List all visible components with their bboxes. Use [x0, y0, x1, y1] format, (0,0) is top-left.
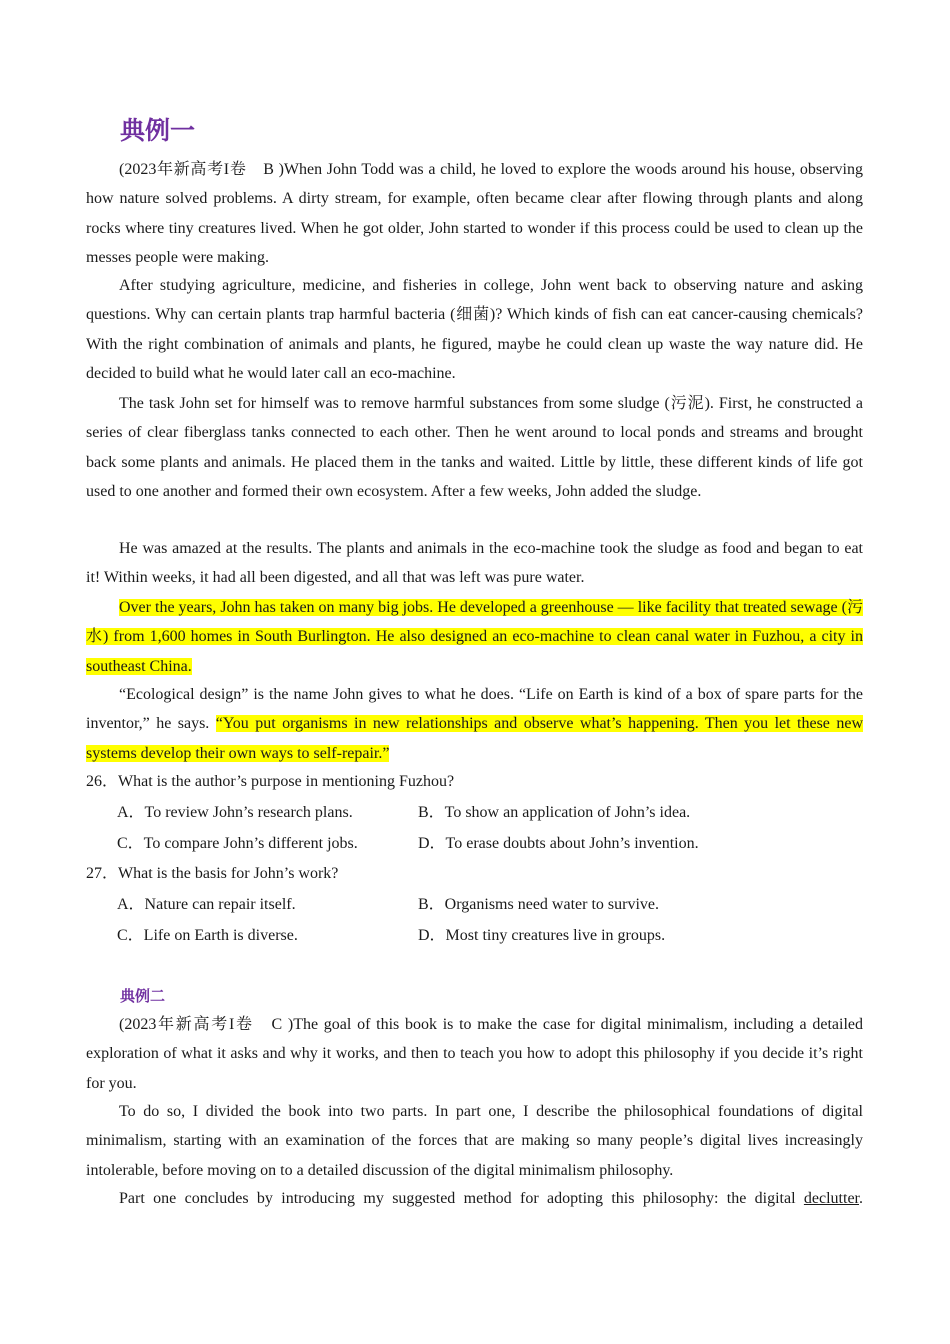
passage-paragraph-5: [86, 593, 863, 681]
paragraph-end: .: [859, 1190, 863, 1207]
example-two-heading: 典例二: [120, 987, 166, 1005]
passage-paragraph-2: After studying agriculture, medicine, and fisheries in college, John went back to observing nature and asking questions. Why can certain plants trap harmful bacteria (细菌)? Which kinds of fish can eat cancer-causing chemicals? With the right combination of animals and plants, he figured, maybe he could clean up waste the way nature did. He decided to build what he would later call an eco-machine.: [86, 277, 863, 382]
question-26-option-a: A．To review John’s research plans.: [117, 804, 353, 821]
passage-paragraph-1: (2023年新高考I卷 B )When John Todd was a child, he loved to explore the woods around his house, observing how nature solved problems. A dirty stream, for example, often became clear after flowing through plants and along rocks where tiny creatures lived. When he got older, John started to wonder if this process could be used to clean up the messes people were making.: [86, 161, 863, 266]
question-27-option-d: D．Most tiny creatures live in groups.: [418, 927, 666, 944]
question-27-option-b: B．Organisms need water to survive.: [418, 896, 659, 913]
question-26-stem: 26．What is the author’s purpose in mentioning Fuzhou?: [86, 773, 455, 790]
example-one-heading: 典例一: [120, 116, 196, 145]
question-26-option-b: B．To show an application of John’s idea.: [418, 804, 691, 821]
paragraph-text: Part one concludes by introducing my suggested method for adopting this philosophy: the digital: [119, 1190, 804, 1207]
passage2-paragraph-3: [86, 1184, 863, 1213]
passage-paragraph-3: The task John set for himself was to remove harmful substances from some sludge (污泥). First, he constructed a series of clear fiberglass tanks connected to each other. Then he went around to local ponds and streams and brought back some plants and animals. He placed them in the tanks and waited. Little by little, these different kinds of life got used to one another and formed their own ecosystem. After a few weeks, John added the sludge.: [86, 395, 863, 500]
question-26-option-d: D．To erase doubts about John’s invention.: [418, 835, 699, 852]
passage2-paragraph-2: To do so, I divided the book into two parts. In part one, I describe the philosophical foundations of digital minimalism, starting with an examination of the forces that are making so many people’s digital lives increasingly intolerable, before moving on to a detailed discussion of the digital minimalism philosophy.: [86, 1103, 863, 1179]
passage2-paragraph-1: (2023年新高考I卷 C )The goal of this book is to make the case for digital minimalism, including a detailed exploration of what it asks and why it works, and then to teach you how to adopt this philosophy if you decide it’s right for you.: [86, 1016, 863, 1092]
underlined-word: declutter: [803, 1190, 859, 1207]
question-26-option-c: C．To compare John’s different jobs.: [117, 835, 358, 852]
passage-paragraph-4: He was amazed at the results. The plants and animals in the eco-machine took the sludge as food and began to eat it! Within weeks, it had all been digested, and all that was left was pure water.: [86, 540, 863, 587]
quote-intro-text: “Ecological design” is the name John gives to what he does. “Life on Earth is kind of a box of spare parts for the inventor,” he says.: [86, 686, 863, 733]
highlighted-quote: “You put organisms in new relationships and observe what’s happening. Then you let these new systems develop their own ways to self-repair.”: [86, 715, 863, 762]
question-27-option-a: A．Nature can repair itself.: [117, 896, 296, 913]
highlighted-text: Over the years, John has taken on many big jobs. He developed a greenhouse — like facility that treated sewage (污水) from 1,600 homes in South Burlington. He also designed an eco-machine to clean canal water in Fuzhou, a city in southeast China.: [86, 599, 863, 675]
question-27-stem: 27．What is the basis for John’s work?: [86, 865, 339, 882]
question-27-option-c: C．Life on Earth is diverse.: [117, 927, 298, 944]
passage-paragraph-6: [86, 680, 863, 768]
